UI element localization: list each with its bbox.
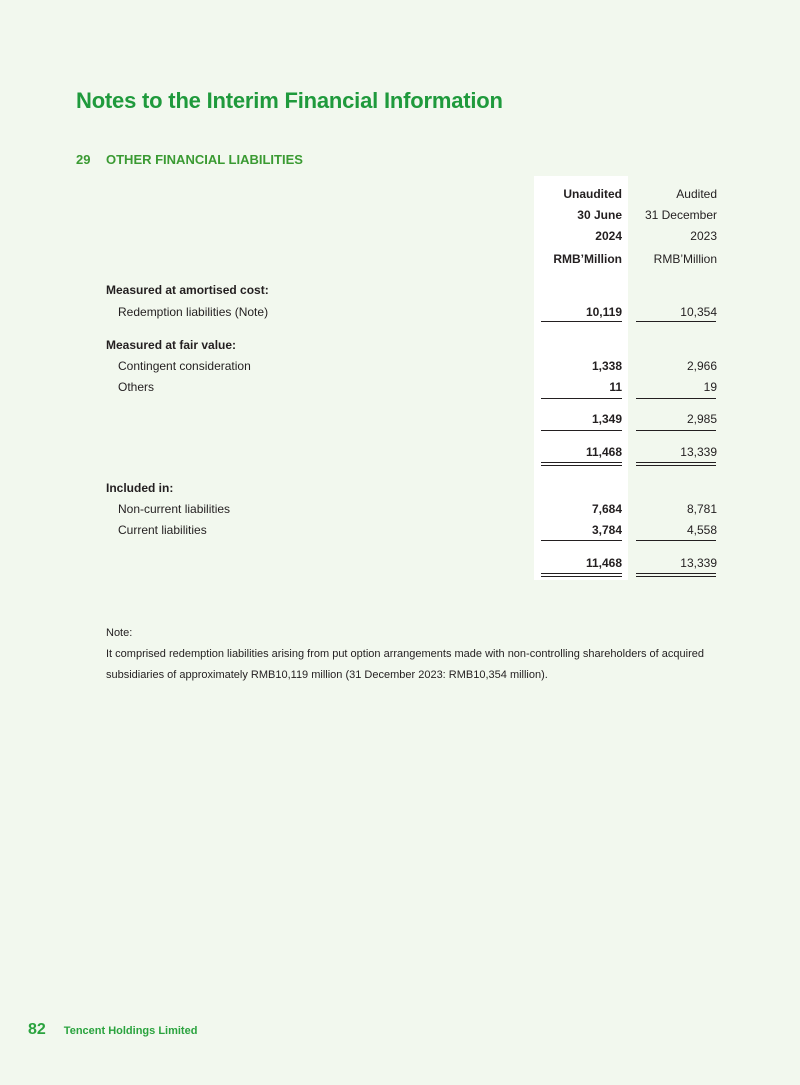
section-title: OTHER FINANCIAL LIABILITIES (106, 152, 303, 167)
current-c1: 3,784 (591, 523, 622, 537)
table-row (0, 380, 800, 400)
contingent-label: Contingent consideration (118, 359, 251, 373)
double-underline (541, 576, 622, 577)
non-current-label: Non-current liabilities (118, 502, 231, 516)
others-c2: 19 (703, 380, 717, 394)
col2-date: 31 December (644, 208, 717, 222)
fv-subtotal-c1: 1,349 (591, 412, 622, 426)
redemption-c1: 10,119 (585, 305, 622, 319)
included-heading-row (0, 481, 800, 501)
underline (541, 540, 622, 541)
fair-value-heading-row (0, 338, 800, 358)
underline (541, 398, 622, 399)
double-underline (636, 573, 716, 574)
note-text: It comprised redemption liabilities arising from put option arrangements made with non-controlling shareholders of acquired subsidiaries of approximately RMB10,119 million (31 December 2023: RMB10,354 million). (106, 648, 704, 681)
underline (541, 430, 622, 431)
others-label: Others (118, 380, 155, 394)
amortised-heading: Measured at amortised cost: (106, 283, 269, 297)
included-total-c2: 13,339 (680, 556, 717, 570)
col2-year: 2023 (690, 229, 717, 243)
underline (636, 321, 716, 322)
note-label: Note: (106, 627, 133, 639)
header-row-year (0, 229, 800, 249)
col1-status: Unaudited (563, 187, 622, 201)
col2-unit: RMB’Million (653, 252, 717, 266)
total-c1: 11,468 (585, 445, 622, 459)
double-underline (636, 576, 716, 577)
non-current-c1: 7,684 (591, 502, 622, 516)
table-row (0, 359, 800, 379)
double-underline (541, 465, 622, 466)
double-underline (636, 465, 716, 466)
amortised-heading-row (0, 283, 800, 303)
current-c2: 4,558 (686, 523, 717, 537)
header-row-date (0, 208, 800, 228)
col1-year: 2024 (595, 229, 622, 243)
fair-value-heading: Measured at fair value: (106, 338, 237, 352)
underline (636, 430, 716, 431)
included-total-c1: 11,468 (585, 556, 622, 570)
header-row-unit (0, 252, 800, 272)
section-number: 29 (76, 152, 91, 167)
section-heading (76, 152, 303, 167)
fv-subtotal-c2: 2,985 (686, 412, 717, 426)
table-row (0, 305, 800, 325)
col1-unit: RMB’Million (553, 252, 622, 266)
contingent-c2: 2,966 (686, 359, 717, 373)
underline (636, 398, 716, 399)
redemption-label: Redemption liabilities (Note) (118, 305, 269, 319)
page-title: Notes to the Interim Financial Information (76, 88, 503, 113)
redemption-c2: 10,354 (680, 305, 717, 319)
underline (636, 540, 716, 541)
page-number: 82 (28, 1021, 46, 1038)
others-c1: 11 (609, 380, 622, 394)
company-name: Tencent Holdings Limited (63, 1025, 198, 1037)
col2-status: Audited (676, 187, 717, 201)
included-heading: Included in: (106, 481, 174, 495)
table-row (0, 502, 800, 522)
current-label: Current liabilities (118, 523, 207, 537)
total-c2: 13,339 (680, 445, 717, 459)
table-row (0, 412, 800, 432)
header-row-status (0, 187, 800, 207)
double-underline (636, 462, 716, 463)
page-footer (28, 1021, 197, 1039)
col1-date: 30 June (577, 208, 622, 222)
double-underline (541, 462, 622, 463)
non-current-c2: 8,781 (686, 502, 717, 516)
double-underline (541, 573, 622, 574)
underline (541, 321, 622, 322)
contingent-c1: 1,338 (591, 359, 622, 373)
